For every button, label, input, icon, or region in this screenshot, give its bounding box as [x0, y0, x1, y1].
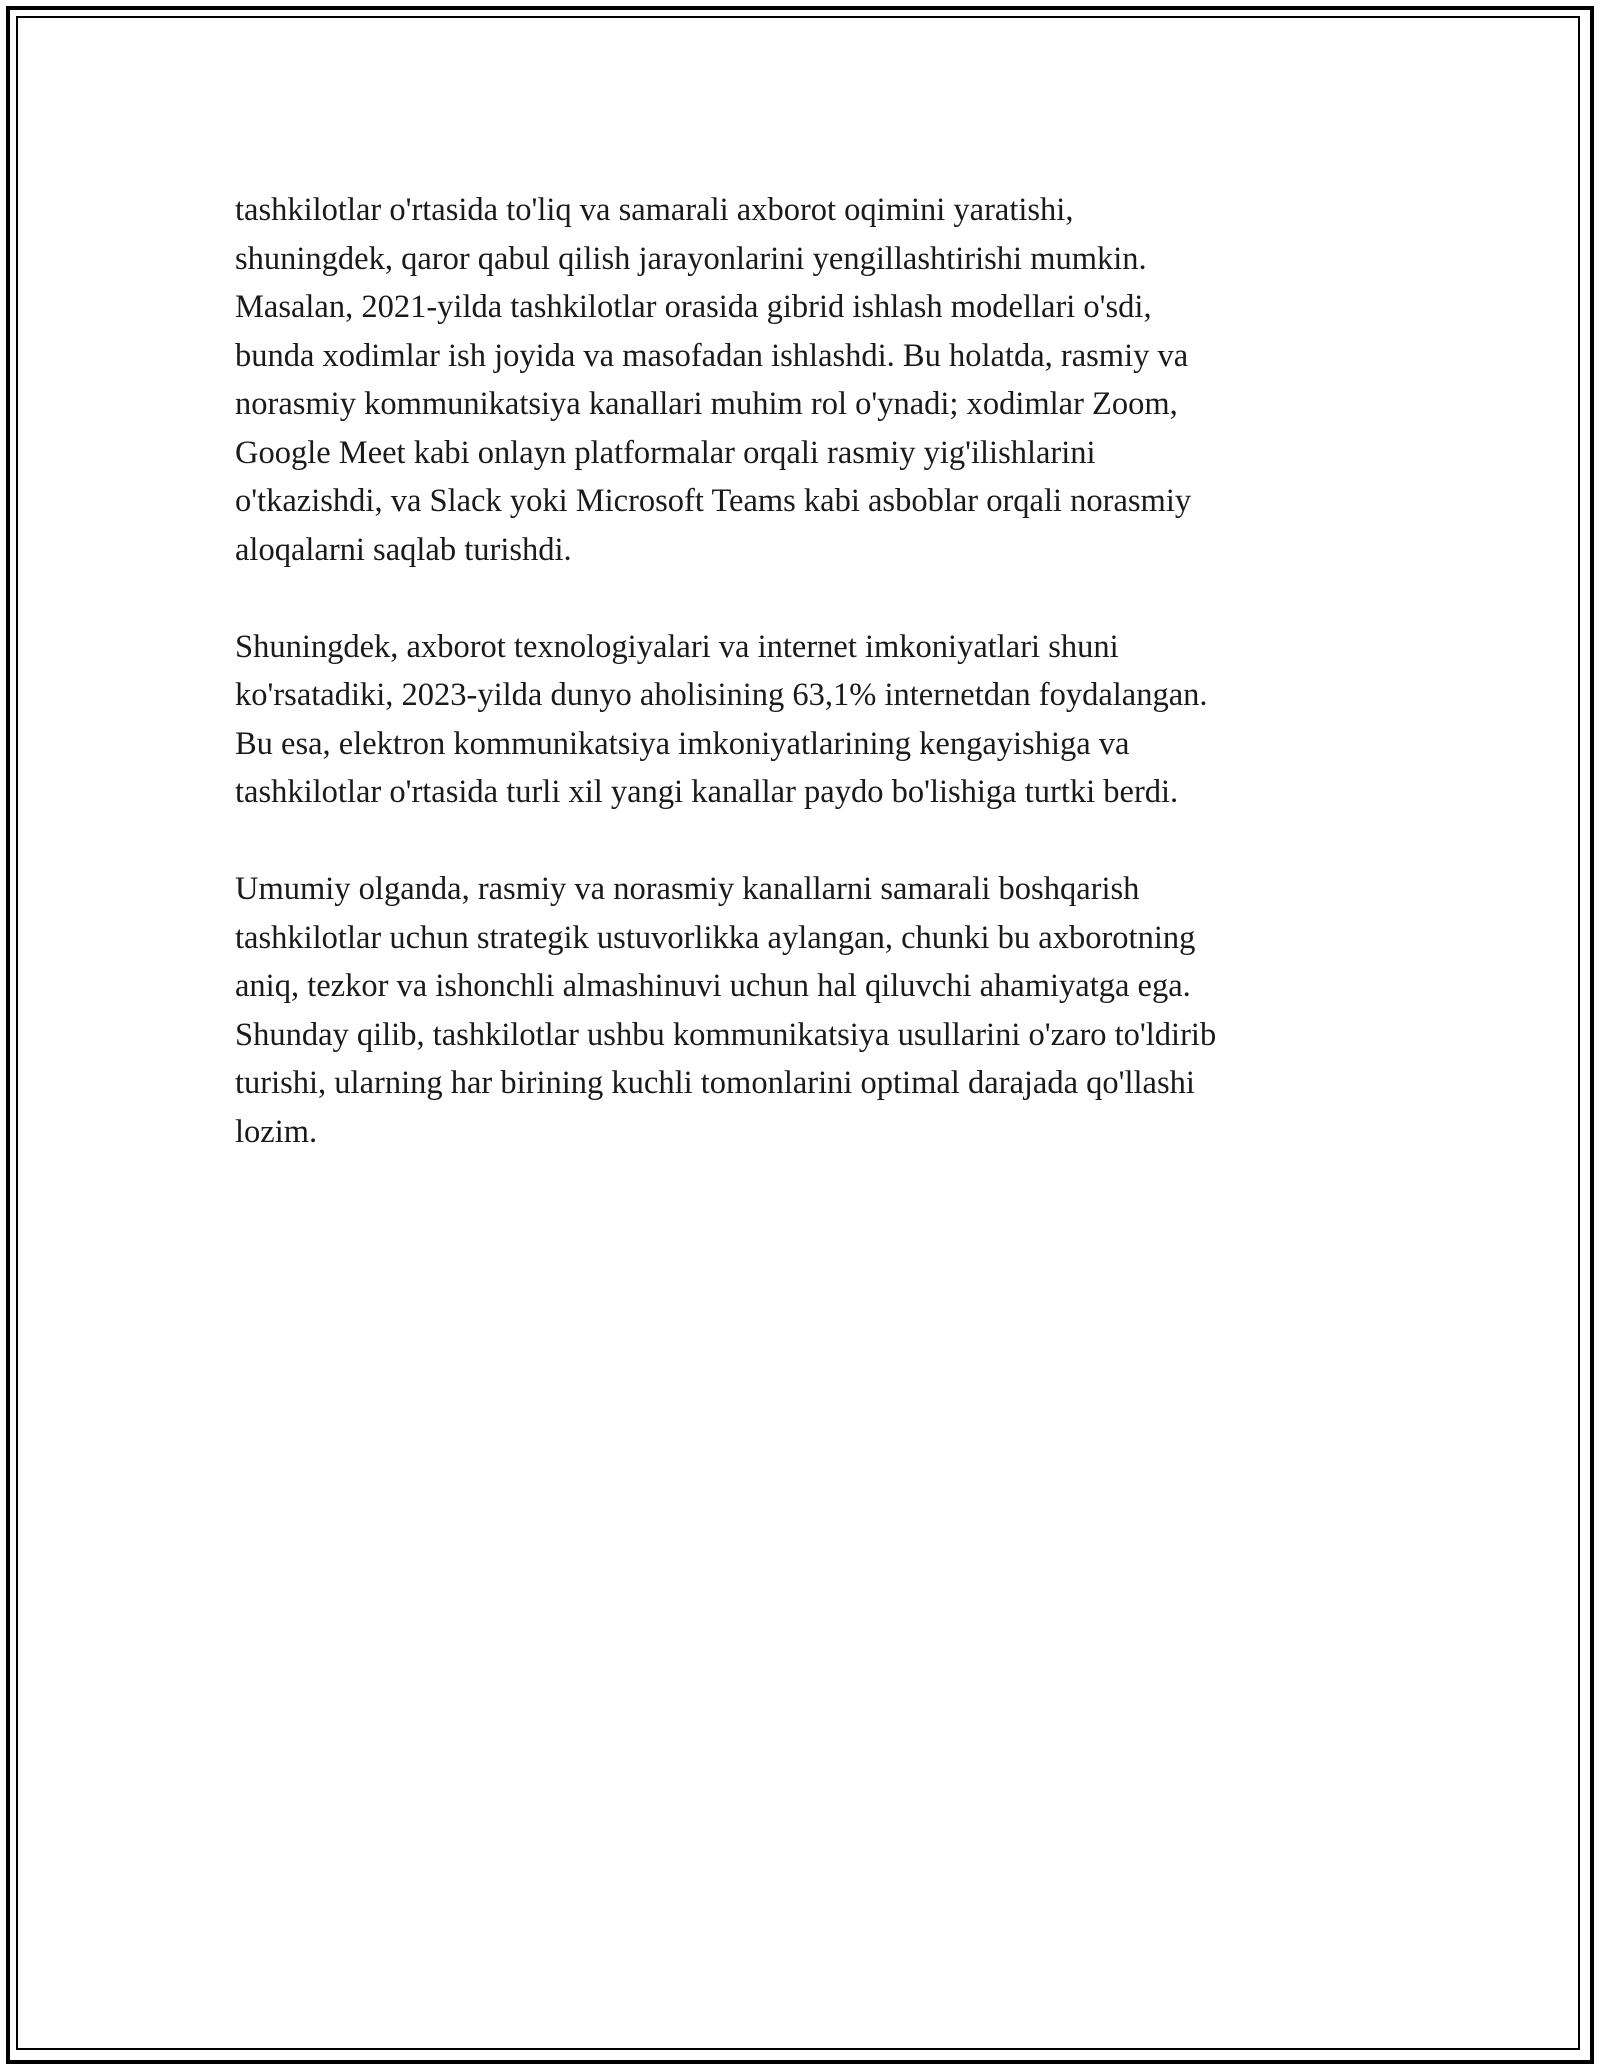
paragraph-3: Umumiy olganda, rasmiy va norasmiy kanallarni samarali boshqarish tashkilotlar uchun strategik ustuvorlikka aylangan, chunki bu axborotning aniq, tezkor va ishonchli almashinuvi uchun hal qiluvchi ahamiyatga ega. Shunday qilib, tashkilotlar ushbu kommunikatsiya usullarini o'zaro to'ldirib turishi, ularning har birining kuchli tomonlarini optimal darajada qo'llashi lozim.: [235, 871, 1217, 1150]
paragraph-1: tashkilotlar o'rtasida to'liq va samarali axborot oqimini yaratishi, shuningdek, qaror qabul qilish jarayonlarini yengillashtirishi mumkin. Masalan, 2021-yilda tashkilotlar orasida gibrid ishlash modellari o'sdi, bunda xodimlar ish joyida va masofadan ishlashdi. Bu holatda, rasmiy va norasmiy kommunikatsiya kanallari muhim rol o'ynadi; xodimlar Zoom, Google Meet kabi onlayn platformalar orqali rasmiy yig'ilishlarini o'tkazishdi, va Slack yoki Microsoft Teams kabi asboblar orqali norasmiy aloqalarni saqlab turishdi.: [235, 192, 1192, 568]
document-body: [235, 186, 1365, 1205]
paragraph-2: Shuningdek, axborot texnologiyalari va internet imkoniyatlari shuni ko'rsatadiki, 2023-yilda dunyo aholisining 63,1% internetdan foydalangan. Bu esa, elektron kommunikatsiya imkoniyatlarining kengayishiga va tashkilotlar o'rtasida turli xil yangi kanallar paydo bo'lishiga turtki berdi.: [235, 628, 1208, 810]
